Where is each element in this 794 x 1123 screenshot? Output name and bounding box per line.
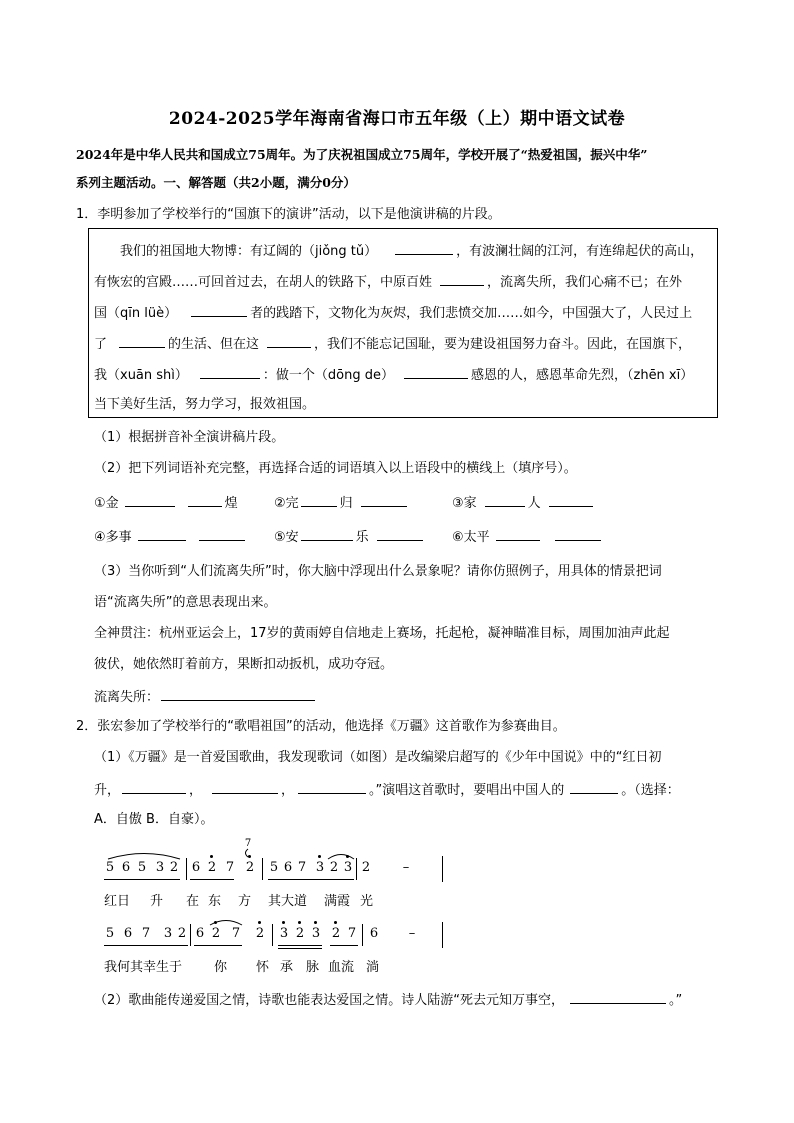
bar-line xyxy=(442,856,443,882)
beam xyxy=(278,945,322,946)
note: 5 xyxy=(105,926,115,941)
slur xyxy=(106,850,182,860)
q1-stem: 1．李明参加了学校举行的“国旗下的演讲”活动，以下是他演讲稿的片段。 xyxy=(76,207,501,222)
note: 6 xyxy=(121,860,131,875)
note: 3 xyxy=(279,926,289,941)
intro-line-1: 2024年是中华人民共和国成立75周年。为了庆祝祖国成立75周年，学校开展了“热爱祖国，振兴中华” xyxy=(76,147,648,162)
octave-dot xyxy=(314,921,317,924)
bar-line xyxy=(262,858,263,880)
note: 7 xyxy=(225,860,235,875)
q1-sub3-line-2: 语“流离失所”的意思表现出来。 xyxy=(94,595,277,610)
note: 6 xyxy=(283,860,293,875)
intro-line-2: 系列主题活动。一、解答题（共2小题，满分0分） xyxy=(76,175,356,190)
note: 2 xyxy=(177,926,187,941)
bar-line xyxy=(442,922,443,948)
lyric: 淌 xyxy=(366,960,380,975)
note: 7 xyxy=(347,926,357,941)
beam xyxy=(278,948,322,949)
lyric: 我何其幸生于 xyxy=(104,960,183,975)
note: 2 xyxy=(331,926,341,941)
bar-line xyxy=(272,924,273,946)
answer-line: 流离失所： xyxy=(94,686,318,708)
q1-sub1: （1）根据拼音补全演讲稿片段。 xyxy=(94,430,285,445)
note: 2 xyxy=(361,860,371,875)
note: 5 xyxy=(137,860,147,875)
speech-line-6: 当下美好生活，努力学习，报效祖国。 xyxy=(94,397,316,412)
lyric: 满霞 xyxy=(324,894,351,909)
speech-line-1: 我们的祖国地大物博：有辽阔的（jiǒng tǔ） ，有波澜壮阔的江河，有连绵起伏的高山， xyxy=(120,240,703,262)
word-item-6: ⑥太平 xyxy=(452,526,604,548)
note: 6 xyxy=(369,926,379,941)
note: 7 xyxy=(297,860,307,875)
lyric: 脉 xyxy=(306,960,320,975)
speech-line-2: 有恢宏的宫殿……可回首过去，在胡人的铁路下，中原百姓 ，流离失所，我们心痛不已；在外 xyxy=(94,271,682,293)
beam xyxy=(104,945,188,946)
bar-line xyxy=(190,924,191,946)
q1-sub3-line-1: （3）当你听到“人们流离失所”时，你大脑中浮现出什么景象呢？请你仿照例子，用具体的情景把词 xyxy=(94,564,662,579)
octave-dot xyxy=(346,855,349,858)
beam xyxy=(190,879,234,880)
note: 7 xyxy=(231,926,241,941)
lyric: 你 xyxy=(214,960,228,975)
lyric: 方 xyxy=(238,894,252,909)
note: 6 xyxy=(195,926,205,941)
note: 6 xyxy=(191,860,201,875)
slur xyxy=(326,850,356,860)
note: 2 xyxy=(295,926,305,941)
octave-dot xyxy=(258,921,261,924)
bar-line xyxy=(362,924,363,946)
note: 2 xyxy=(169,860,179,875)
lyric: 其大道 xyxy=(268,894,308,909)
dash: – xyxy=(408,926,416,941)
q2-sub1-line-1: （1）《万疆》是一首爱国歌曲，我发现歌词（如图）是改编梁启超写的《少年中国说》中的“红日初 xyxy=(94,750,662,765)
lyric: 血流 xyxy=(328,960,355,975)
note: 2 xyxy=(245,860,255,875)
example-line-2: 彼伏，她依然盯着前方，果断扣动扳机，成功夺冠。 xyxy=(94,657,394,672)
note: 3 xyxy=(343,860,353,875)
note: 3 xyxy=(311,926,321,941)
speech-line-5: 我（xuān shì） ：做一个（dōng de） 感恩的人，感恩革命先烈，（zhēn xī） xyxy=(94,364,693,386)
q2-sub2: （2）歌曲能传递爱国之情，诗歌也能表达爱国之情。诗人陆游“死去元知万事空， 。” xyxy=(94,989,682,1011)
lyric: 承 xyxy=(280,960,294,975)
octave-dot xyxy=(334,921,337,924)
octave-dot xyxy=(318,855,321,858)
speech-line-3: 国（qīn lüè） 者的践踏下，文物化为灰烬，我们悲愤交加……如今，中国强大了，人民过上 xyxy=(94,302,692,324)
speech-line-4: 了 的生活、但在这 ，我们不能忘记国耻，要为建设祖国努力奋斗。因此，在国旗下， xyxy=(94,333,691,355)
note: 5 xyxy=(105,860,115,875)
lyric: 东 xyxy=(208,894,222,909)
note: 5 xyxy=(269,860,279,875)
beam xyxy=(330,945,358,946)
lyric: 光 xyxy=(360,894,374,909)
octave-dot xyxy=(298,921,301,924)
q2-sub1-line-3: A．自傲 B．自豪）。 xyxy=(94,812,214,827)
note: 2 xyxy=(211,926,221,941)
bar-line xyxy=(186,858,187,880)
octave-dot xyxy=(248,855,251,858)
note: 3 xyxy=(315,860,325,875)
beam xyxy=(268,879,354,880)
note: 6 xyxy=(123,926,133,941)
example-line-1: 全神贯注：杭州亚运会上，17岁的黄雨婷自信地走上赛场，托起枪，凝神瞄准目标，周围加油声此起 xyxy=(94,626,670,641)
note: 2 xyxy=(329,860,339,875)
note: 3 xyxy=(155,860,165,875)
note: 2 xyxy=(207,860,217,875)
q2-stem: 2．张宏参加了学校举行的“歌唱祖国”的活动，他选择《万疆》这首歌作为参赛曲目。 xyxy=(76,719,566,734)
octave-dot xyxy=(210,855,213,858)
q1-sub2: （2）把下列词语补充完整，再选择合适的词语填入以上语段中的横线上（填序号）。 xyxy=(94,461,577,476)
q2-sub1-line-2: 升， ， ， 。”演唱这首歌时，要唱出中国人的 。（选择： xyxy=(94,779,680,801)
beam xyxy=(104,879,180,880)
note: 2 xyxy=(255,926,265,941)
lyric: 升 xyxy=(150,894,164,909)
grace-note: 7 xyxy=(244,838,252,849)
octave-dot xyxy=(214,921,217,924)
bar-line xyxy=(356,858,357,880)
beam xyxy=(194,945,242,946)
octave-dot xyxy=(282,921,285,924)
page-title: 2024-2025学年海南省海口市五年级（上）期中语文试卷 xyxy=(168,109,626,129)
note: 3 xyxy=(163,926,173,941)
lyric: 怀 xyxy=(256,960,270,975)
lyric: 红日 xyxy=(104,894,131,909)
word-item-4: ④多事 xyxy=(94,526,248,548)
word-item-5: ⑤安 乐 xyxy=(274,526,426,548)
word-item-1: ①金 煌 xyxy=(94,492,238,514)
dash: – xyxy=(402,860,410,875)
lyric: 在 xyxy=(186,894,200,909)
note: 7 xyxy=(141,926,151,941)
word-item-3: ③家 人 xyxy=(452,492,596,514)
word-item-2: ②完 归 xyxy=(274,492,410,514)
